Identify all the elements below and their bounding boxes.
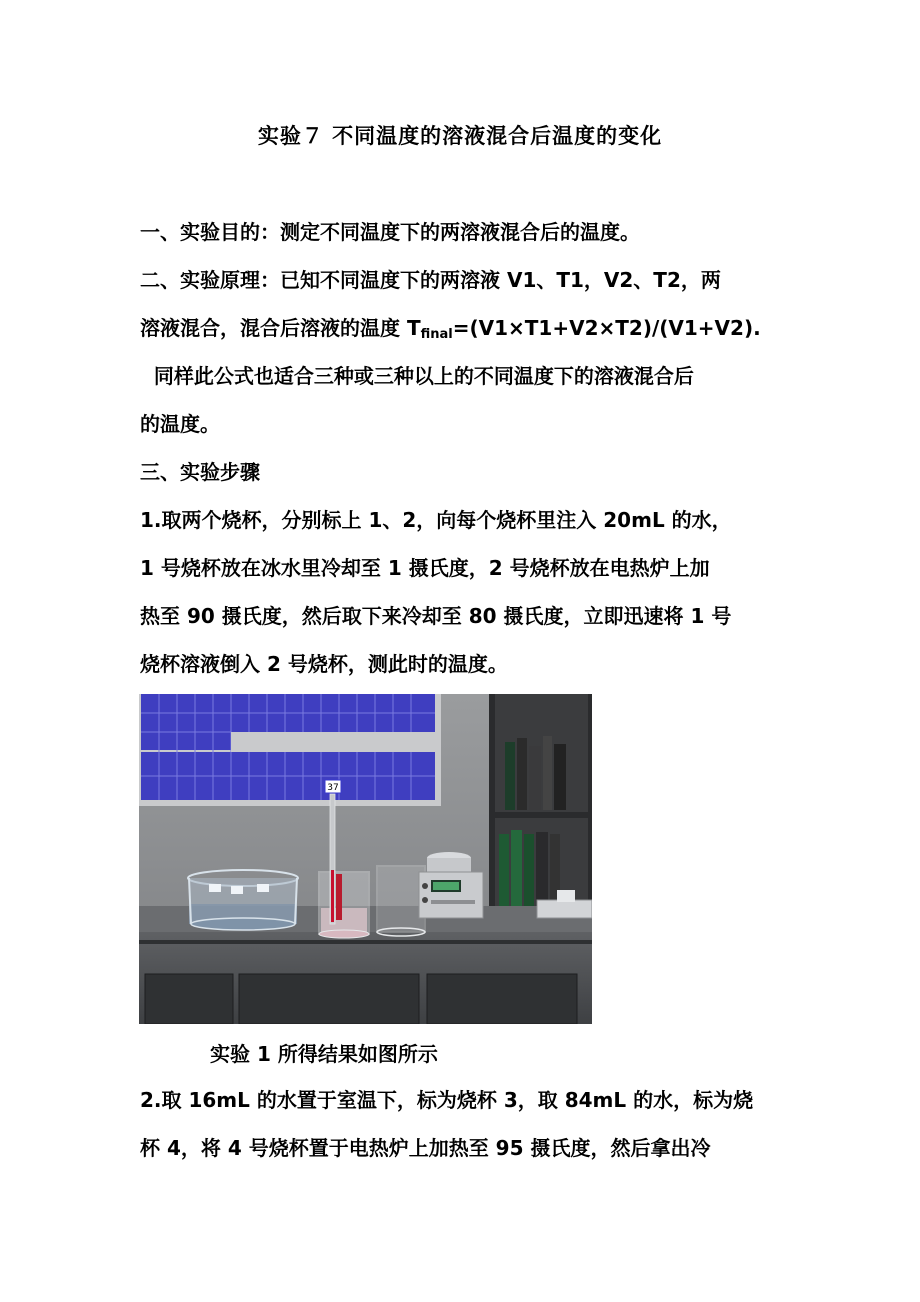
- principle-line-2: [140, 304, 790, 352]
- step-2-line: 2.取 16mL 的水置于室温下，标为烧杯 3，取 84mL 的水，标为烧: [140, 1088, 754, 1112]
- thermometer-value: 37: [327, 783, 339, 793]
- principle-line-4: 的温度。: [140, 412, 220, 436]
- principle-line-3: 同样此公式也适合三种或三种以上的不同温度下的溶液混合后: [140, 364, 694, 388]
- steps-heading: 三、实验步骤: [140, 460, 260, 484]
- empty-beaker: [377, 866, 425, 936]
- experiment-image: [139, 694, 592, 1024]
- step-1-line: 烧杯溶液倒入 2 号烧杯，测此时的温度。: [140, 652, 508, 676]
- bookshelf: [489, 694, 592, 919]
- step-1-line: 1 号烧杯放在冰水里冷却至 1 摄氏度，2 号烧杯放在电热炉上加: [140, 556, 710, 580]
- step-1: [140, 496, 790, 688]
- ice-water-bath: [188, 870, 298, 930]
- purpose-text: 一、实验目的：测定不同温度下的两溶液混合后的温度。: [140, 220, 640, 244]
- formula-subscript: final: [420, 327, 453, 342]
- principle-line-2-prefix: 溶液混合，混合后溶液的温度 T: [140, 316, 421, 340]
- principle-line-1: 二、实验原理：已知不同温度下的两溶液 V1、T1，V2、T2，两: [140, 268, 721, 292]
- section-purpose: [140, 208, 790, 256]
- step-2: [140, 1076, 790, 1172]
- thermometer-reading: [325, 780, 341, 793]
- section-principle: [140, 256, 790, 448]
- step-1-line: 1.取两个烧杯，分别标上 1、2，向每个烧杯里注入 20mL 的水，: [140, 508, 732, 532]
- page-title: 实验７ 不同温度的溶液混合后温度的变化: [257, 124, 663, 148]
- section-steps-heading: [140, 448, 790, 496]
- step-1-line: 热至 90 摄氏度，然后取下来冷却至 80 摄氏度，立即迅速将 1 号: [140, 604, 732, 628]
- periodic-table: [141, 694, 435, 800]
- step-2-line: 杯 4，将 4 号烧杯置于电热炉上加热至 95 摄氏度，然后拿出冷: [140, 1136, 711, 1160]
- formula-text: =(V1×T1+V2×T2)/(V1+V2).: [452, 316, 761, 340]
- figure-caption: 实验 1 所得结果如图所示: [210, 1042, 438, 1066]
